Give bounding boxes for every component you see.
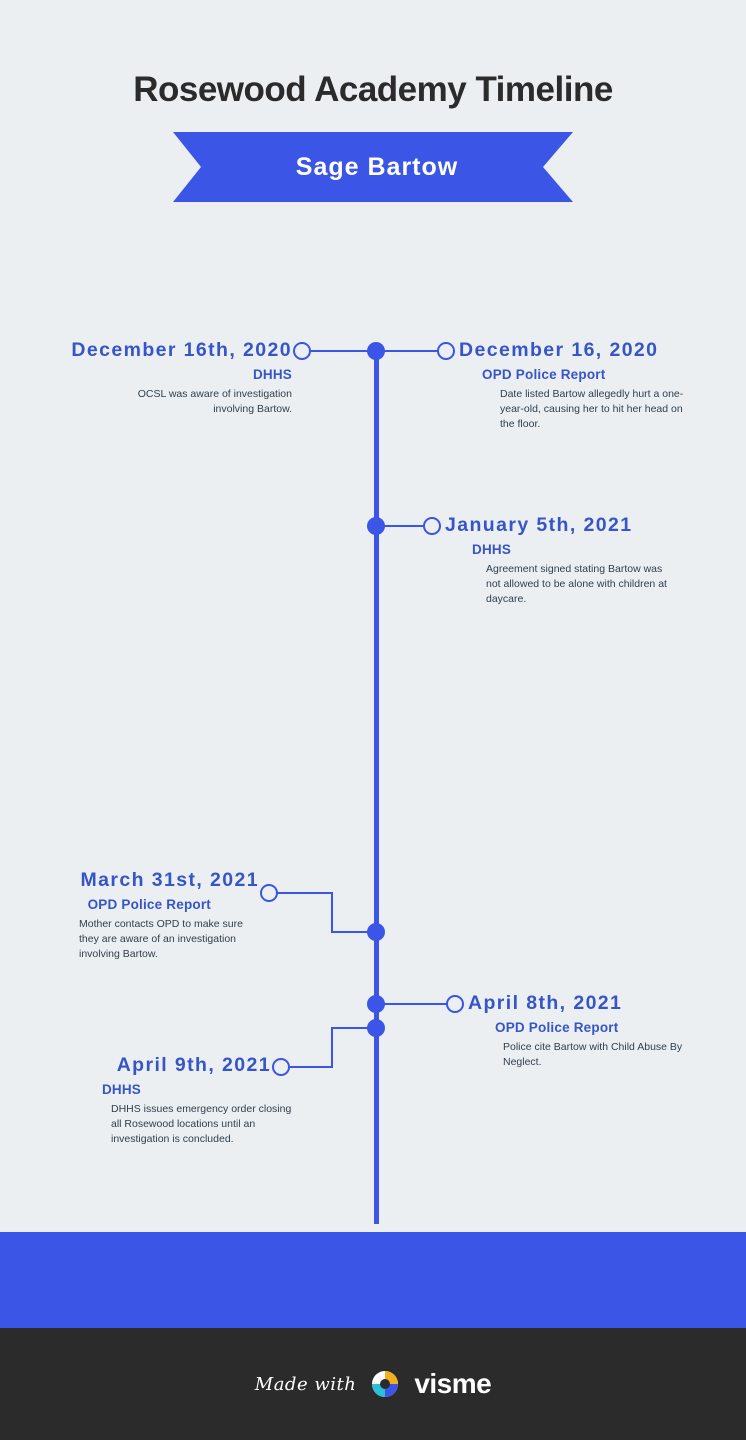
event-description: DHHS issues emergency order closing all Rosewood locations until an investigation is concluded. [111, 1103, 292, 1146]
ring-marker-event-1 [293, 342, 311, 360]
connector-event-2 [379, 350, 442, 352]
node-marker-event-6 [367, 1019, 385, 1037]
event-date: December 16th, 2020 [71, 339, 292, 361]
event-source: OPD Police Report [495, 1020, 619, 1036]
event-source: DHHS [252, 367, 292, 383]
event-date: April 8th, 2021 [468, 992, 623, 1014]
made-with-label: Made with [254, 1373, 357, 1395]
event-block-5 [468, 993, 736, 1070]
event-date: March 31st, 2021 [80, 869, 259, 891]
page-title: Rosewood Academy Timeline [133, 70, 613, 109]
connector-event-4-horizontal-top [275, 892, 333, 894]
event-description: Mother contacts OPD to make sure they are aware of an investigation involving Bartow. [79, 918, 243, 961]
node-marker-event-5 [367, 995, 385, 1013]
ring-marker-event-5 [446, 995, 464, 1013]
event-date: January 5th, 2021 [445, 514, 633, 536]
event-source: DHHS [101, 1082, 141, 1098]
event-description: Agreement signed stating Bartow was not allowed to be alone with children at daycare. [486, 563, 667, 606]
event-date: April 9th, 2021 [116, 1054, 271, 1076]
subject-ribbon [173, 132, 573, 202]
event-block-1 [0, 340, 292, 417]
ring-marker-event-4 [260, 884, 278, 902]
footer-brand-bar [0, 1328, 746, 1440]
ring-marker-event-2 [437, 342, 455, 360]
event-source: OPD Police Report [87, 897, 211, 913]
event-block-6 [0, 1054, 292, 1147]
ring-marker-event-6 [272, 1058, 290, 1076]
event-description: OCSL was aware of investigation involving Bartow. [137, 388, 292, 416]
visme-wordmark: visme [414, 1368, 492, 1399]
connector-event-6-horizontal-top [288, 1066, 333, 1068]
event-source: OPD Police Report [482, 367, 606, 383]
connector-event-4-vertical [331, 892, 333, 932]
ring-marker-event-3 [423, 517, 441, 535]
timeline-spine [374, 351, 379, 1224]
visme-logo-icon [368, 1367, 402, 1401]
event-description: Date listed Bartow allegedly hurt a one-year-old, causing her to hit her head on the floor. [500, 388, 684, 431]
event-block-2 [459, 340, 734, 432]
footer-accent-band [0, 1232, 746, 1328]
connector-event-6-vertical [331, 1028, 333, 1068]
event-source: DHHS [472, 542, 512, 558]
event-block-4 [0, 870, 259, 962]
visme-attribution [255, 1367, 491, 1401]
connector-event-5 [379, 1003, 451, 1005]
node-marker-event-4 [367, 923, 385, 941]
event-date: December 16, 2020 [459, 339, 659, 361]
subject-name: Sage Bartow [295, 152, 459, 181]
event-description: Police cite Bartow with Child Abuse By Neglect. [503, 1041, 683, 1069]
node-marker-event-3 [367, 517, 385, 535]
event-block-3 [445, 515, 735, 607]
